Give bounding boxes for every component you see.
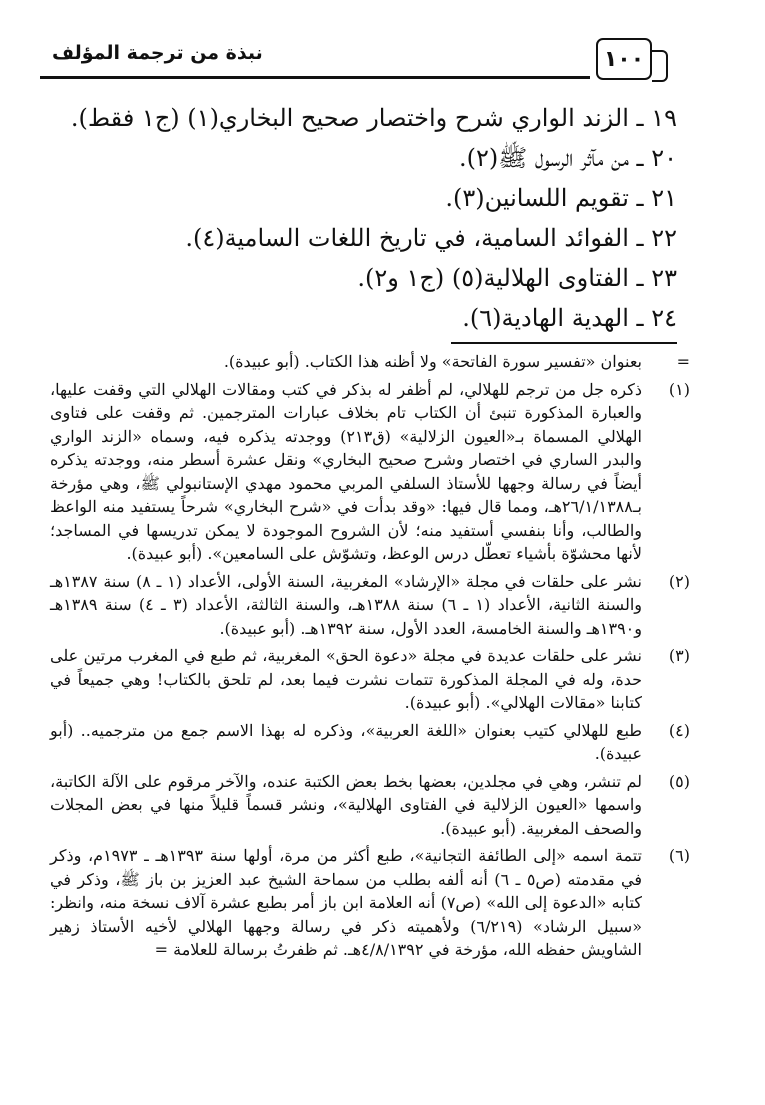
list-item — [77, 258, 677, 298]
list-item — [77, 138, 677, 178]
page-number-tab — [652, 50, 668, 82]
item-number: ٢٣ ـ — [636, 264, 677, 292]
item-text: الهدية الهادية(٦). — [462, 304, 629, 332]
list-item — [77, 298, 677, 338]
footnote — [50, 770, 690, 841]
footnote-text: نشر على حلقات في مجلة «الإرشاد» المغربية، السنة الأولى، الأعداد (١ ـ ٨) سنة ١٣٨٧هـ والسنة الثانية، الأعداد (١ ـ ٦) سنة ١٣٨٨هـ، والسنة الثالثة، الأعداد (٣ ـ ٤) سنة ١٣٨٩هـ و١٣٩٠هـ والسنة الخامسة، العدد الأول، سنة ١٣٩٢هـ. (أبو عبيدة). — [50, 571, 642, 638]
footnote-marker: (٦) — [668, 846, 690, 865]
item-number: ٢٢ ـ — [636, 224, 677, 252]
page-header — [40, 30, 730, 88]
footnote — [50, 350, 690, 374]
running-title: نبذة من ترجمة المؤلف — [52, 42, 263, 64]
footnote-marker: = — [676, 352, 690, 371]
footnote — [50, 570, 690, 641]
list-item — [77, 178, 677, 218]
footnote-marker: (٣) — [668, 646, 690, 665]
footnote-text: بعنوان «تفسير سورة الفاتحة» ولا أظنه هذا الكتاب. (أبو عبيدة). — [223, 352, 642, 371]
footnote-marker: (٤) — [668, 720, 690, 740]
footnote-text: تتمة اسمه «إلى الطائفة التجانية»، طبع أكثر من مرة، أولها سنة ١٣٩٣هـ ـ ١٩٧٣م، وذكر في مقدمته (ص٥ ـ ٦) أنه ألفه بطلب من سماحة الشيخ عبد العزيز بن باز ﷺ، وذكر في كتابه «الدعوة إلى الله» (ص٧) أنه العلامة ابن باز أمر بطبع عشرة آلاف نسخة منه، وانظر: «سبيل الرشاد» (٦/٢١٩) ولأهميته ذكر في رسالة وجهها الهلالي لأخيه الأستاذ زهير الشاويش حفظه الله، مؤرخة في ٤/٨/١٣٩٢هـ. ثم ظفرتُ برسالة للعلامة = — [50, 846, 643, 959]
footnote-marker: (٥) — [668, 771, 690, 791]
item-number: ٢١ ـ — [636, 184, 677, 212]
footnote-marker: (١) — [668, 379, 690, 399]
item-text: الفوائد السامية، في تاريخ اللغات السامية(٤). — [185, 224, 629, 252]
footnote-text: ذكره جل من ترجم للهلالي، لم أظفر له بذكر في كتب ومقالات الهلالي التي وقفت عليها، والعبارة المذكورة تنبئ أن الكتاب تام بخلاف عبارات المترجمين. ثم وقفت على فتاوى الهلالي المسماة بـ«العيون الزلالية» (ق٢١٣) ووجدته يذكره فيه، وسماه «الزند الواري والبدر الساري في اختصار وشرح صحيح البخاري» ونقل عشرة أسطر منه، ووجدته يذكره أيضاً في رسالة وجهها للأستاذ السلفي المربي محمود مهدي الإستانبولي ﷺ، وهي مؤرخة بـ٢٦/١/١٣٨٨هـ، ومما قال فيها: «وقد بدأت في «شرح البخاري» شرحاً يستفيد منه الواعظ والطالب، وأنا بنفسي أستفيد منه؛ لأن الشروح الموجودة لا يمكن تدريسها في المساجد؛ لأنها محشوّة بأشياء تعطّل درس الوعظ، وتشوّش على السامعين». (أبو عبيدة). — [50, 379, 642, 563]
footnote-marker: (٢) — [668, 571, 690, 591]
works-list — [70, 98, 677, 338]
item-text: تقويم اللسانين(٣). — [445, 184, 629, 212]
footnote-text: طبع للهلالي كتيب بعنوان «اللغة العربية»، وذكره له بهذا الاسم جمع من مترجميه.. (أبو عبيدة). — [50, 720, 642, 763]
item-text: من مآثر الرسول ﷺ(٢). — [458, 144, 629, 172]
item-text: الزند الواري شرح واختصار صحيح البخاري(١) (ج١ فقط). — [70, 104, 629, 132]
page-number-box — [596, 38, 652, 80]
item-number: ١٩ ـ — [636, 104, 677, 132]
footnote-separator — [451, 342, 677, 344]
footnote — [50, 378, 690, 566]
list-item — [70, 98, 677, 138]
footnote — [50, 644, 690, 715]
list-item — [77, 218, 677, 258]
footnote-text: نشر على حلقات عديدة في مجلة «دعوة الحق» المغربية، ثم طبع في المغرب مرتين على حدة، وله في المجلة المذكورة تتمات نشرت فيما بعد، لم تلحق بالكتاب! وهي جميعاً في كتابنا «مقالات الهلالي». (أبو عبيدة). — [50, 646, 642, 712]
page-number: ١٠٠ — [603, 46, 645, 72]
footnote — [50, 719, 690, 766]
footnote-text: لم تنشر، وهي في مجلدين، بعضها بخط بعض الكتبة عنده، والآخر مرقوم على الآلة الكاتبة، واسمها «العيون الزلالية في الفتاوى الهلالية»، ونشر قسماً قليلاً منها في بعض المجلات والصحف المغربية. (أبو عبيدة). — [50, 771, 642, 838]
footnote — [50, 844, 690, 962]
item-number: ٢٠ ـ — [636, 144, 677, 172]
item-text: الفتاوى الهلالية(٥) (ج١ و٢). — [357, 264, 629, 292]
item-number: ٢٤ ـ — [636, 304, 677, 332]
header-rule — [40, 76, 590, 79]
footnotes — [50, 350, 690, 966]
